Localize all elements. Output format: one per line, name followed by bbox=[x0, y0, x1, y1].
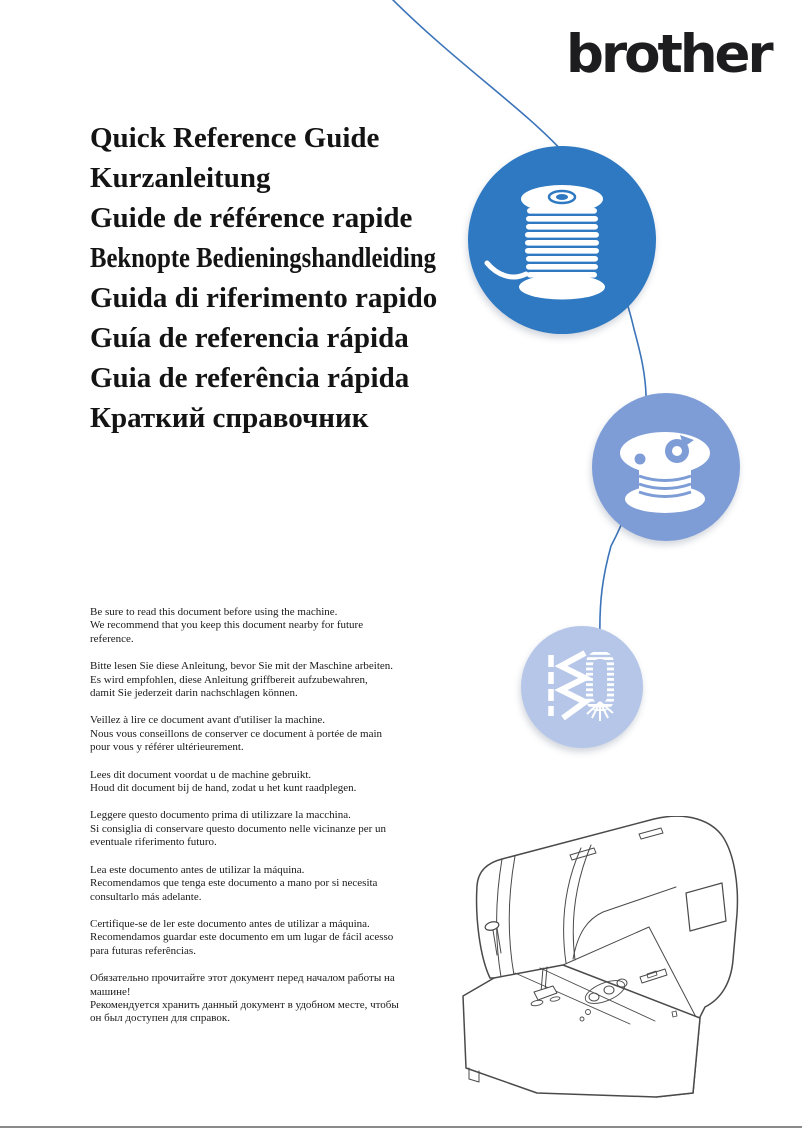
intro-paragraph-es: Lea este documento antes de utilizar la máquina. Recomendamos que tenga este documento a mano por si necesita consultarlo más adelante. bbox=[90, 863, 378, 903]
sewing-machine-illustration bbox=[450, 816, 802, 1108]
intro-paragraph-en: Be sure to read this document before using the machine. We recommend that you keep this document nearby for future reference. bbox=[90, 606, 364, 645]
bobbin-icon bbox=[592, 393, 740, 541]
title-fr: Guide de référence rapide bbox=[90, 202, 413, 234]
title-pt: Guia de referência rápida bbox=[90, 362, 410, 394]
title-nl: Beknopte Bedieningshandleiding bbox=[90, 242, 436, 274]
intro-paragraph-de: Bitte lesen Sie diese Anleitung, bevor Sie mit der Maschine arbeiten. Es wird empfohlen, diese Anleitung griffbereit aufzubewahren, damit Sie jederzeit darin nachschlagen können. bbox=[90, 660, 394, 700]
thread-spool-icon bbox=[468, 146, 656, 334]
intro-paragraph-fr: Veillez à lire ce document avant d'utiliser la machine. Nous vous conseillons de conserver ce document à portée de main pour vous y référer ultérieurement. bbox=[90, 714, 383, 754]
title-it: Guida di riferimento rapido bbox=[90, 282, 438, 314]
title-es: Guía de referencia rápida bbox=[90, 322, 409, 354]
title-ru: Краткий справочник bbox=[90, 402, 369, 434]
stitches-circle bbox=[521, 626, 643, 748]
intro-paragraph-pt: Certifique-se de ler este documento antes de utilizar a máquina. Recomendamos guardar este documento em um lugar de fácil acesso para futuras referências. bbox=[90, 917, 394, 957]
stitch-patterns-icon bbox=[521, 626, 643, 748]
intro-text-block bbox=[90, 606, 482, 1040]
bottom-rule bbox=[0, 1126, 802, 1128]
spool-circle bbox=[468, 146, 656, 334]
intro-paragraph-ru: Обязательно прочитайте этот документ перед началом работы на машине! Рекомендуется хранить данный документ в удобном месте, чтобы он был доступен для справок. bbox=[90, 972, 399, 1025]
brother-logo: brother bbox=[566, 24, 771, 85]
title-block bbox=[90, 118, 510, 438]
intro-paragraph-it: Leggere questo documento prima di utilizzare la macchina. Si consiglia di conservare questo documento nelle vicinanze per un eventuale riferimento futuro. bbox=[90, 809, 386, 849]
intro-paragraph-nl: Lees dit document voordat u de machine gebruikt. Houd dit document bij de hand, zodat u het kunt raadplegen. bbox=[90, 768, 357, 795]
title-en: Quick Reference Guide bbox=[90, 122, 380, 154]
title-de: Kurzanleitung bbox=[90, 162, 271, 194]
bobbin-circle bbox=[592, 393, 740, 541]
